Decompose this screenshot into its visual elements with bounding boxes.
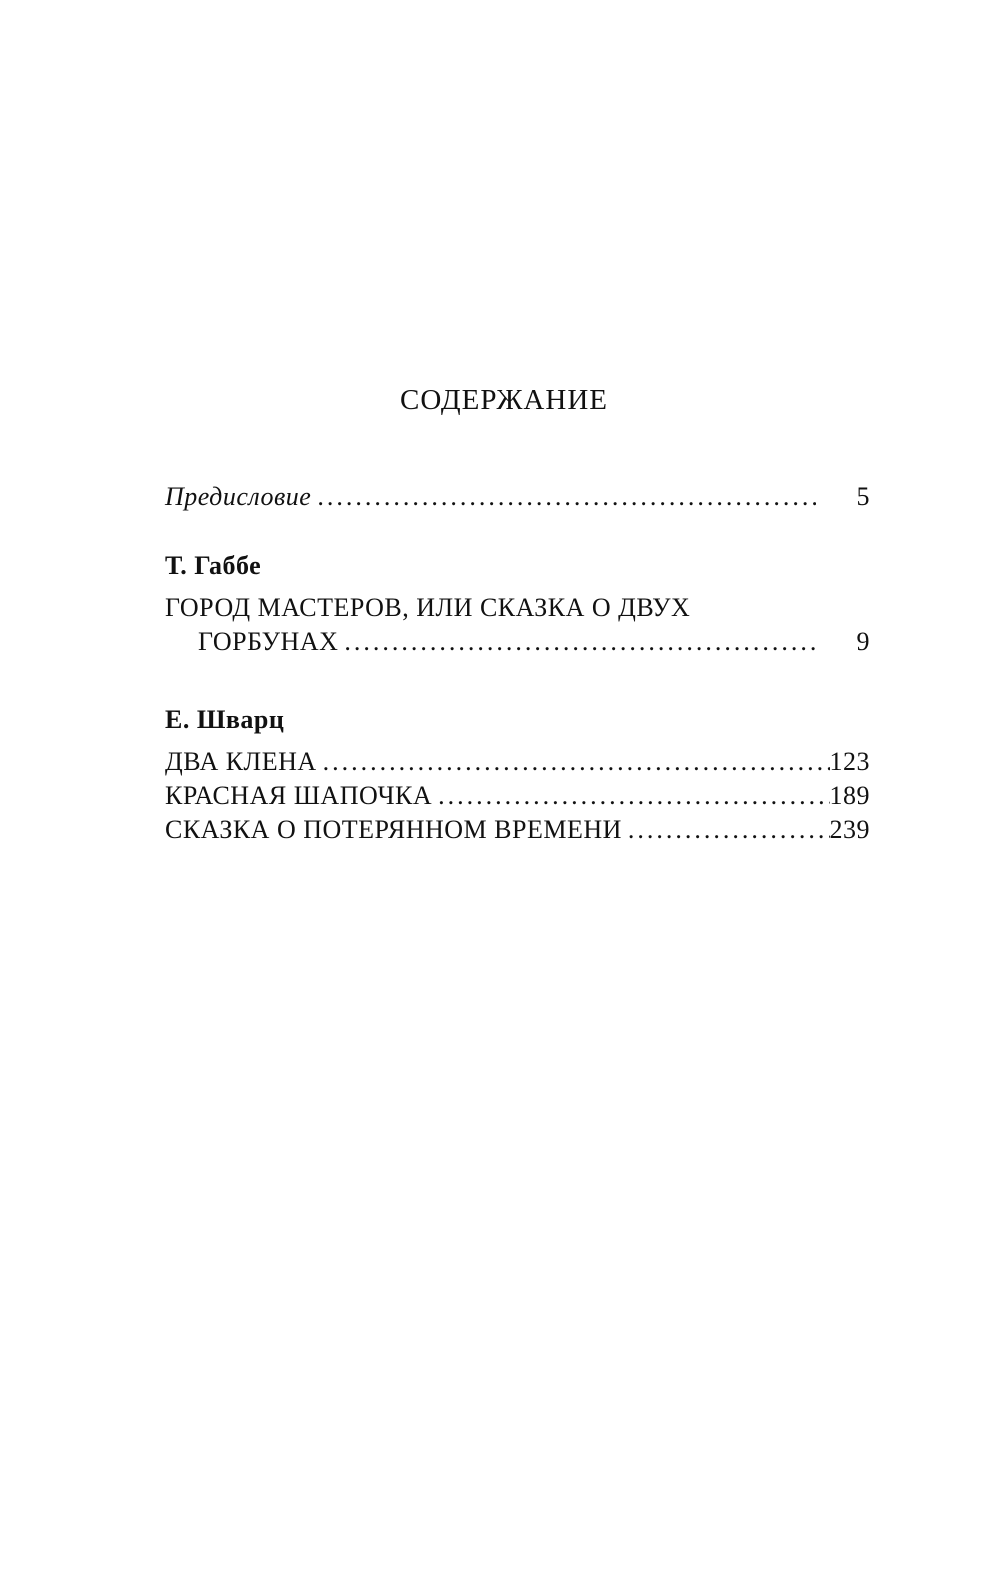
toc-entry-krasnaya-shapochka [165, 779, 870, 813]
toc-entry-title: СКАЗКА О ПОТЕРЯННОМ ВРЕМЕНИ [165, 815, 622, 844]
toc-entry-gorod-masterov [198, 625, 870, 659]
toc-page-number: 9 [856, 627, 870, 656]
author-heading: Т. Габбе [165, 551, 262, 580]
toc-page-number: 239 [829, 815, 870, 844]
dot-leader [323, 745, 830, 779]
toc-entry-title: ГОРОД МАСТЕРОВ, ИЛИ СКАЗКА О ДВУХ [165, 593, 691, 622]
author-heading: Е. Шварц [165, 705, 285, 734]
toc-entry-skazka-o-poteryannom-vremeni [165, 813, 870, 847]
toc-page-number: 123 [829, 747, 870, 776]
toc-entry-dva-klena [165, 745, 870, 779]
page-title: СОДЕРЖАНИЕ [400, 384, 608, 416]
toc-entry-title: Предисловие [165, 482, 312, 511]
toc-entry-title-continuation: ГОРБУНАХ [198, 627, 339, 656]
dot-leader [438, 779, 829, 813]
toc-page-number: 189 [829, 781, 870, 810]
dot-leader [344, 625, 816, 659]
toc-entry-title: КРАСНАЯ ШАПОЧКА [165, 781, 433, 810]
dot-leader [628, 813, 830, 847]
toc-entry-title: ДВА КЛЕНА [165, 747, 317, 776]
dot-leader [317, 480, 816, 514]
toc-entry-preface [165, 480, 870, 514]
toc-page-number: 5 [856, 482, 870, 511]
